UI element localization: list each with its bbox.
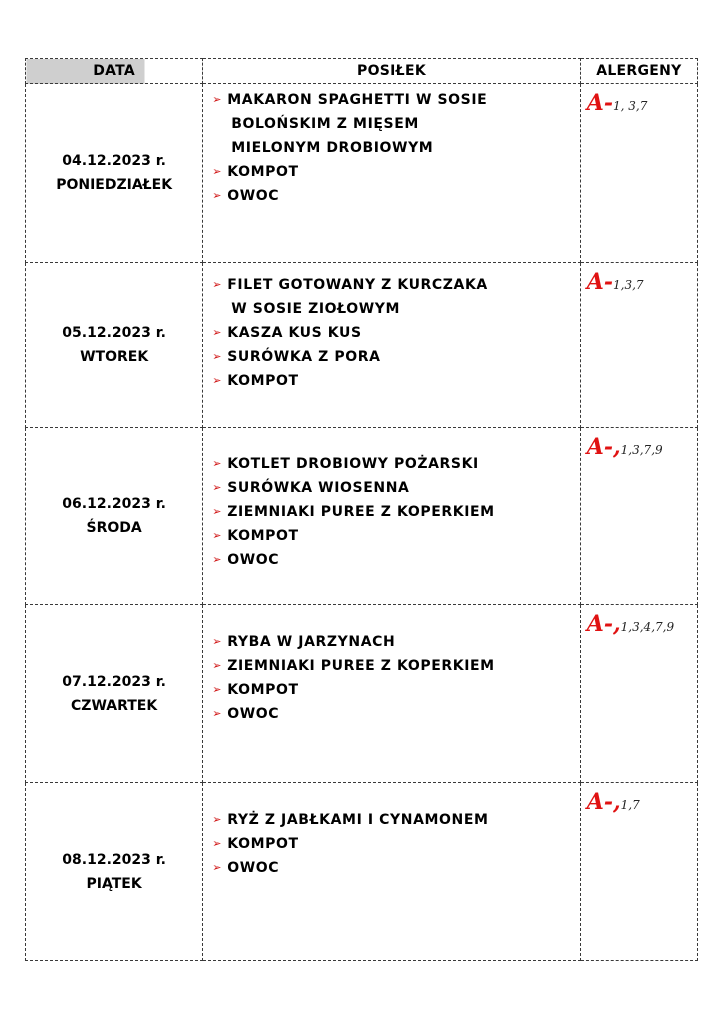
allergen-cell — [580, 605, 697, 783]
meal-line: BOLOŃSKIM Z MIĘSEM — [231, 116, 419, 132]
meal-item — [212, 369, 580, 393]
meal-item — [212, 654, 580, 678]
allergen-text — [586, 90, 648, 116]
weekday-text: ŚRODA — [86, 520, 142, 536]
meal-item-text: OWOC — [227, 552, 280, 568]
red-arrow-icon: ➢ — [212, 659, 223, 672]
meal-item — [212, 345, 580, 369]
meal-item-text: KASZA KUS KUS — [227, 325, 362, 341]
allergen-text — [586, 789, 640, 815]
allergen-prefix: A- — [586, 269, 613, 295]
date-text: 07.12.2023 r. — [62, 673, 166, 690]
red-arrow-icon: ➢ — [212, 93, 223, 106]
weekday-text: PIĄTEK — [86, 875, 142, 892]
meal-item-text: OWOC — [227, 860, 280, 876]
meal-item-text: KOMPOT — [227, 164, 299, 180]
allergen-prefix: A-, — [586, 434, 621, 460]
allergen-cell — [580, 428, 697, 605]
meal-list — [212, 808, 580, 880]
meal-item — [212, 321, 580, 345]
red-arrow-icon: ➢ — [212, 481, 223, 494]
meal-cell — [203, 783, 581, 961]
red-arrow-icon: ➢ — [212, 553, 223, 566]
red-arrow-icon: ➢ — [212, 683, 223, 696]
meal-item — [212, 88, 580, 160]
meal-item-text: KOMPOT — [227, 373, 299, 389]
menu-table — [25, 58, 698, 961]
meal-item — [212, 273, 580, 321]
meal-item — [212, 524, 580, 548]
meal-item — [212, 160, 580, 184]
day-row — [26, 783, 698, 961]
red-arrow-icon: ➢ — [212, 278, 223, 291]
meal-cell — [203, 263, 581, 428]
meal-item — [212, 678, 580, 702]
meal-list — [212, 630, 580, 726]
red-arrow-icon: ➢ — [212, 813, 223, 826]
red-arrow-icon: ➢ — [212, 457, 223, 470]
red-arrow-icon: ➢ — [212, 861, 223, 874]
red-arrow-icon: ➢ — [212, 837, 223, 850]
meal-line: W SOSIE ZIOŁOWYM — [231, 301, 401, 317]
date-cell — [26, 783, 203, 961]
meal-cell — [203, 605, 581, 783]
meal-item-text — [227, 88, 487, 160]
meal-item-text — [227, 273, 488, 321]
date-cell — [26, 428, 203, 605]
allergen-codes: 1,3,7,9 — [620, 443, 663, 457]
red-arrow-icon: ➢ — [212, 505, 223, 518]
meal-list — [212, 452, 580, 572]
header-allergens: ALERGENY — [580, 59, 697, 84]
date-cell — [26, 84, 203, 263]
meal-item-text: OWOC — [227, 188, 280, 204]
meal-item-text: RYBA W JARZYNACH — [227, 634, 396, 650]
meal-list — [212, 88, 580, 208]
meal-item — [212, 808, 580, 832]
allergen-codes: 1,3,7 — [613, 278, 644, 292]
red-arrow-icon: ➢ — [212, 326, 223, 339]
meal-item — [212, 184, 580, 208]
allergen-prefix: A-, — [586, 611, 621, 637]
weekday-text: CZWARTEK — [71, 697, 158, 714]
allergen-cell — [580, 783, 697, 961]
meal-cell — [203, 428, 581, 605]
allergen-text — [586, 269, 644, 295]
meal-list — [212, 273, 580, 393]
meal-item — [212, 856, 580, 880]
red-arrow-icon: ➢ — [212, 350, 223, 363]
date-text: 05.12.2023 r. — [62, 325, 166, 341]
date-text: 06.12.2023 r. — [62, 496, 166, 512]
day-row — [26, 84, 698, 263]
meal-item-text: SURÓWKA WIOSENNA — [227, 480, 410, 496]
allergen-text — [586, 611, 675, 637]
meal-item-text: KOTLET DROBIOWY POŻARSKI — [227, 456, 479, 472]
weekday-text: PONIEDZIAŁEK — [56, 177, 173, 193]
allergen-prefix: A- — [586, 90, 613, 116]
red-arrow-icon: ➢ — [212, 529, 223, 542]
meal-line: FILET GOTOWANY Z KURCZAKA — [227, 277, 488, 293]
allergen-cell — [580, 263, 697, 428]
header-row — [26, 59, 698, 84]
meal-item-text: ZIEMNIAKI PUREE Z KOPERKIEM — [227, 504, 495, 520]
meal-item-text: KOMPOT — [227, 836, 299, 852]
meal-item-text: KOMPOT — [227, 682, 299, 698]
header-meal: POSIŁEK — [203, 59, 581, 84]
meal-item-text: ZIEMNIAKI PUREE Z KOPERKIEM — [227, 658, 495, 674]
red-arrow-icon: ➢ — [212, 374, 223, 387]
allergen-codes: 1,3,4,7,9 — [620, 620, 675, 634]
red-arrow-icon: ➢ — [212, 635, 223, 648]
red-arrow-icon: ➢ — [212, 189, 223, 202]
meal-item-text: OWOC — [227, 706, 280, 722]
allergen-text — [586, 434, 663, 460]
red-arrow-icon: ➢ — [212, 707, 223, 720]
allergen-cell — [580, 84, 697, 263]
date-text: 08.12.2023 r. — [62, 851, 166, 868]
meal-item — [212, 476, 580, 500]
meal-item-text: RYŻ Z JABŁKAMI I CYNAMONEM — [227, 812, 489, 828]
red-arrow-icon: ➢ — [212, 165, 223, 178]
meal-item — [212, 630, 580, 654]
meal-item-text: KOMPOT — [227, 528, 299, 544]
allergen-codes: 1,7 — [620, 798, 640, 812]
weekday-text: WTOREK — [80, 349, 149, 365]
allergen-codes: 1, 3,7 — [613, 99, 648, 113]
meal-item — [212, 702, 580, 726]
day-row — [26, 263, 698, 428]
meal-cell — [203, 84, 581, 263]
date-text: 04.12.2023 r. — [62, 153, 166, 169]
meal-item — [212, 548, 580, 572]
day-row — [26, 428, 698, 605]
date-cell — [26, 263, 203, 428]
meal-item-text: SURÓWKA Z PORA — [227, 349, 381, 365]
meal-item — [212, 500, 580, 524]
meal-line: MAKARON SPAGHETTI W SOSIE — [227, 92, 488, 108]
allergen-prefix: A-, — [586, 789, 621, 815]
meal-line: MIELONYM DROBIOWYM — [231, 140, 434, 156]
date-cell — [26, 605, 203, 783]
day-row — [26, 605, 698, 783]
meal-item — [212, 452, 580, 476]
header-date: DATA — [26, 59, 203, 84]
meal-item — [212, 832, 580, 856]
